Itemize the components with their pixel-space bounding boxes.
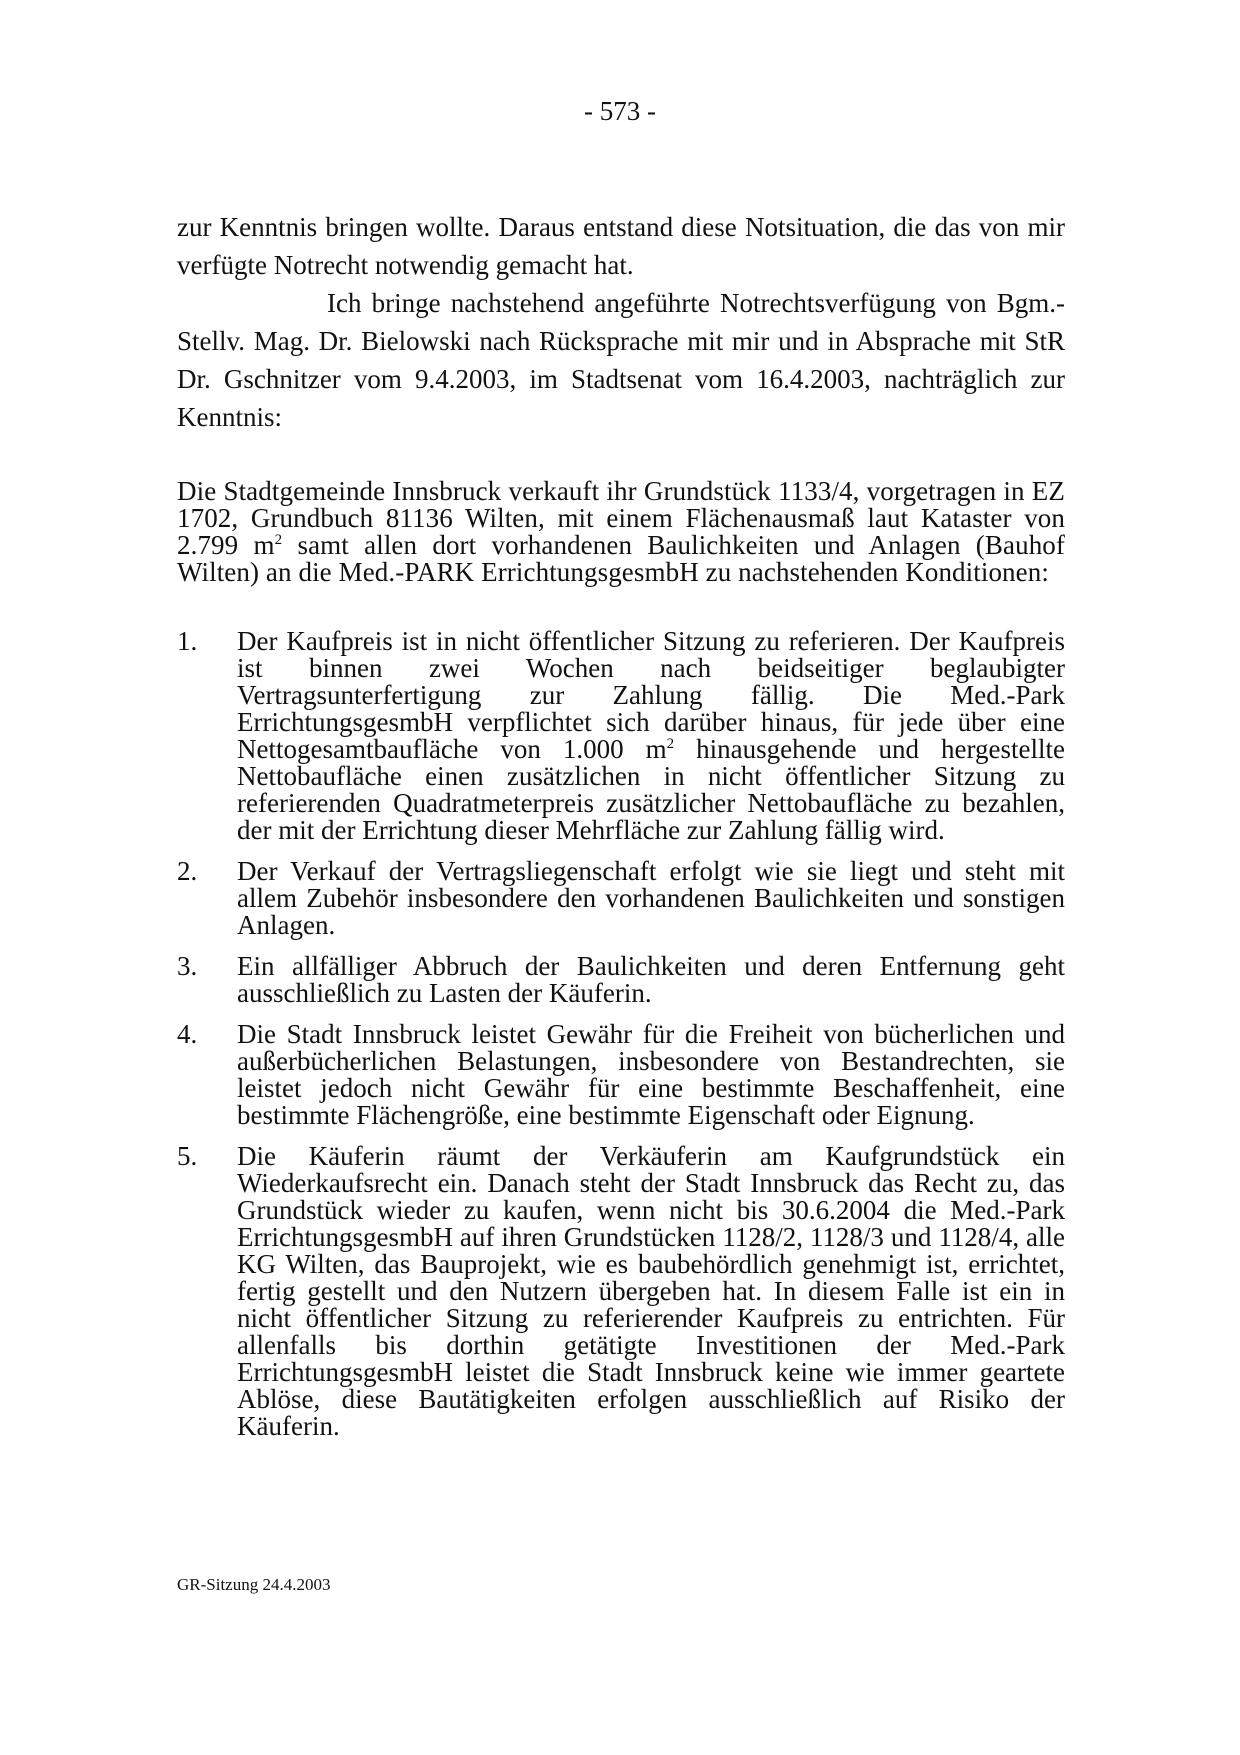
document-body <box>177 208 1065 1454</box>
list-item <box>177 858 1065 939</box>
list-item-text: Der Verkauf der Vertragsliegenschaft erfolgt wie sie liegt und steht mit allem Zubehör insbesondere den vorhandenen Baulichkeiten und sonstigen Anlagen. <box>237 856 1065 940</box>
sale-unit-exponent: 2 <box>274 532 283 548</box>
condition-1-text-after-unit: hinausgehende und hergestellte Nettobaufläche einen zusätzlichen in nicht öffentlicher Sitzung zu referierenden Quadratmeterpreis zusätzlicher Nettobaufläche zu bezahlen, der mit der Errichtung dieser Mehrfläche zur Zahlung fällig wird. <box>237 734 1065 845</box>
condition-1-unit-exponent: 2 <box>666 736 675 752</box>
list-item-text: Die Käuferin räumt der Verkäuferin am Kaufgrundstück ein Wiederkaufsrecht ein. Danach steht der Stadt Innsbruck das Recht zu, das Grundstück wieder zu kaufen, wenn nicht bis 30.6.2004 die Med.-Park ErrichtungsgesmbH auf ihren Grundstücken 1128/2, 1128/3 und 1128/4, alle KG Wilten, das Bauprojekt, wie es baubehördlich genehmigt ist, errichtet, fertig gestellt und den Nutzern übergeben hat. In diesem Falle ist ein in nicht öffentlicher Sitzung zu referierender Kaufpreis zu entrichten. Für allenfalls bis dorthin getätigte Investitionen der Med.-Park ErrichtungsgesmbH leistet die Stadt Innsbruck keine wie immer geartete Ablöse, diese Bautätigkeiten erfolgen ausschließlich auf Risiko der Käuferin. <box>237 1141 1065 1441</box>
list-item-number: 1. <box>177 626 198 656</box>
list-item-number: 3. <box>177 951 198 981</box>
conditions-list <box>177 628 1065 1440</box>
list-item <box>177 1143 1065 1440</box>
list-item <box>177 953 1065 1007</box>
list-item <box>177 1021 1065 1129</box>
sale-paragraph <box>177 478 1065 586</box>
sale-text-before-unit: Die Stadtgemeinde Innsbruck verkauft ihr Grundstück 1133/4, vorgetragen in EZ 1702, Grundbuch 81136 Wilten, mit einem Flächenausmaß laut Kataster von 2.799 m <box>177 476 1065 560</box>
list-item-text: Ein allfälliger Abbruch der Baulichkeiten und deren Entfernung geht ausschließlich zu Lasten der Käuferin. <box>237 951 1065 1008</box>
list-item-text: Die Stadt Innsbruck leistet Gewähr für die Freiheit von bücherlichen und außerbücherlichen Belastungen, insbesondere von Bestandrechten, sie leistet jedoch nicht Gewähr für eine bestimmte Beschaffenheit, eine bestimmte Flächengröße, eine bestimmte Eigenschaft oder Eignung. <box>237 1019 1065 1130</box>
condition-1-text-before-unit: Der Kaufpreis ist in nicht öffentlicher Sitzung zu referieren. Der Kaufpreis ist binnen zwei Wochen nach beidseitiger beglaubigter Vertragsunterfertigung zur Zahlung fällig. Die Med.-Park ErrichtungsgesmbH verpflichtet sich darüber hinaus, für jede über eine Nettogesamtbaufläche von 1.000 m <box>237 626 1065 764</box>
footer-session-label: GR-Sitzung 24.4.2003 <box>177 1575 331 1594</box>
list-item-number: 4. <box>177 1019 198 1049</box>
list-item-text <box>237 628 1065 844</box>
page-number: - 573 - <box>584 96 656 126</box>
sale-text-after-unit: samt allen dort vorhandenen Baulichkeiten und Anlagen (Bauhof Wilten) an die Med.-PARK ErrichtungsgesmbH zu nachstehenden Konditionen: <box>177 530 1065 587</box>
list-item-number: 2. <box>177 856 198 886</box>
list-item <box>177 628 1065 844</box>
intro-paragraph-2: Ich bringe nachstehend angeführte Notrechtsverfügung von Bgm.-Stellv. Mag. Dr. Bielowski nach Rücksprache mit mir und in Absprache mit StR Dr. Gschnitzer vom 9.4.2003, im Stadtsenat vom 16.4.2003, nachträglich zur Kenntnis: <box>177 288 1065 432</box>
list-item-number: 5. <box>177 1141 198 1171</box>
intro-paragraph-1: zur Kenntnis bringen wollte. Daraus entstand diese Notsituation, die das von mir verfügte Notrecht notwendig gemacht hat. <box>177 212 1065 280</box>
